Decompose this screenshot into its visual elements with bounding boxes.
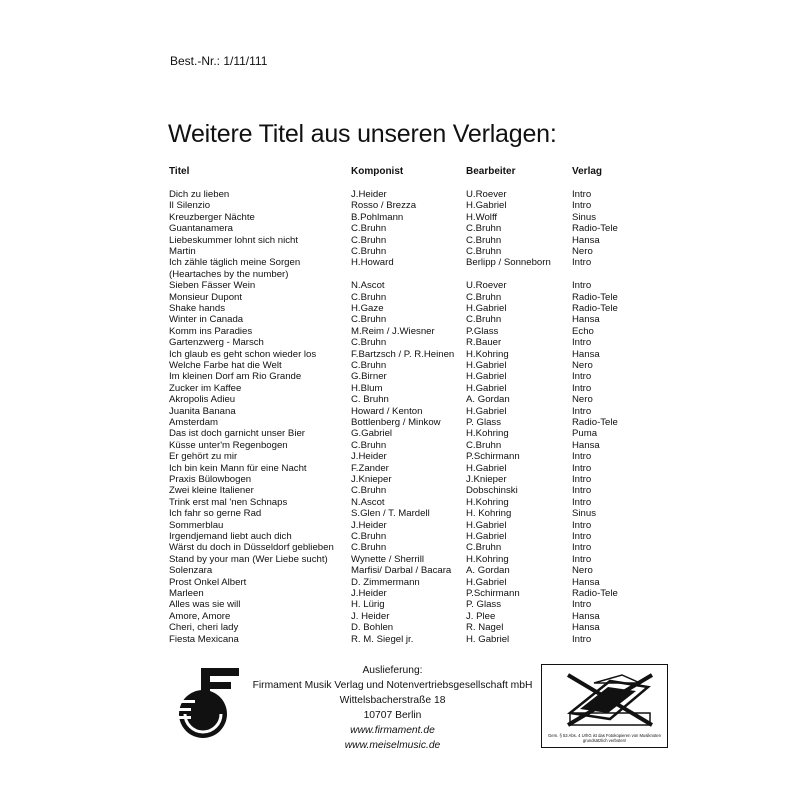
song-publisher: Intro xyxy=(572,257,592,269)
song-publisher: Radio-Tele xyxy=(572,223,618,235)
song-composer: Wynette / Sherrill xyxy=(351,553,424,565)
song-title: Martin xyxy=(169,246,196,257)
song-composer: C.Bruhn xyxy=(351,291,387,303)
song-arranger: U.Roever xyxy=(466,189,507,200)
song-title: Solenzara xyxy=(169,565,213,577)
list-item xyxy=(0,189,800,200)
song-arranger: H.Gabriel xyxy=(466,405,507,417)
song-title: Marleen xyxy=(169,588,204,599)
order-number: Best.-Nr.: 1/11/111 xyxy=(170,54,268,68)
song-composer: G.Gabriel xyxy=(351,428,393,440)
list-item xyxy=(0,542,800,553)
list-item xyxy=(0,474,800,485)
song-composer: Rosso / Brezza xyxy=(351,200,417,212)
song-publisher: Intro xyxy=(572,200,592,212)
list-item xyxy=(0,314,800,325)
list-item xyxy=(0,451,800,462)
song-title: Liebeskummer lohnt sich nicht xyxy=(169,234,299,246)
song-title: Ich fahr so gerne Rad xyxy=(169,508,262,520)
song-arranger: P.Glass xyxy=(466,325,499,337)
song-publisher: Nero xyxy=(572,394,593,406)
song-arranger: H. Kohring xyxy=(466,508,512,520)
copyright-notice-text: Gem. § 53 Abs. 4 UrhG ist das Fotokopieren von Musiknoten grundsätzlich verboten! xyxy=(548,733,661,743)
song-publisher: Echo xyxy=(572,325,594,337)
song-publisher: Intro xyxy=(572,485,592,497)
list-item xyxy=(0,588,800,599)
song-composer: N.Ascot xyxy=(351,496,385,508)
list-item xyxy=(0,337,800,348)
column-header-arranger: Bearbeiter xyxy=(466,166,516,177)
song-composer: F.Bartzsch / P. R.Heinen xyxy=(351,348,455,360)
song-title: Akropolis Adieu xyxy=(169,394,236,406)
song-publisher: Sinus xyxy=(572,508,596,520)
song-arranger: J. Plee xyxy=(466,610,496,622)
song-publisher: Intro xyxy=(572,371,592,383)
song-publisher: Radio-Tele xyxy=(572,303,618,314)
song-composer: C.Bruhn xyxy=(351,223,387,235)
website-link-meiselmusic: www.meiselmusic.de xyxy=(344,740,441,751)
song-arranger: R.Bauer xyxy=(466,337,502,349)
song-composer: H.Blum xyxy=(351,382,383,394)
song-arranger: A. Gordan xyxy=(466,394,510,406)
song-publisher: Hansa xyxy=(572,314,600,326)
song-composer: C.Bruhn xyxy=(351,485,387,497)
song-arranger: A. Gordan xyxy=(466,565,510,577)
song-composer: D. Bohlen xyxy=(351,622,394,634)
song-publisher: Sinus xyxy=(572,211,596,223)
song-publisher: Intro xyxy=(572,474,592,485)
delivery-street: Wittelsbacherstraße 18 xyxy=(339,695,446,706)
song-title: Alles was sie will xyxy=(169,599,241,611)
list-item xyxy=(0,223,800,234)
delivery-company: Firmament Musik Verlag und Notenvertriebsgesellschaft mbH xyxy=(252,680,533,691)
list-item xyxy=(0,497,800,508)
song-arranger: P.Schirmann xyxy=(466,588,520,599)
column-header-publisher: Verlag xyxy=(572,166,603,177)
song-arranger: P. Glass xyxy=(466,599,502,611)
website-link-firmament[interactable]: www.firmament.de xyxy=(350,725,435,736)
column-header-composer: Komponist xyxy=(351,166,404,177)
song-publisher: Intro xyxy=(572,280,592,292)
song-title: Sommerblau xyxy=(169,519,224,531)
list-item xyxy=(0,394,800,405)
song-title: Juanita Banana xyxy=(169,405,236,417)
song-arranger: C.Bruhn xyxy=(466,439,502,451)
song-composer: C.Bruhn xyxy=(351,246,387,257)
list-item xyxy=(0,349,800,360)
song-title: Amsterdam xyxy=(169,417,219,428)
song-publisher: Nero xyxy=(572,360,593,371)
song-title: Zucker im Kaffee xyxy=(169,382,242,394)
list-item xyxy=(0,520,800,531)
song-publisher: Hansa xyxy=(572,348,600,360)
song-publisher: Intro xyxy=(572,531,592,542)
song-composer: Marfisi/ Darbal / Bacara xyxy=(351,565,452,577)
delivery-label: Auslieferung: xyxy=(362,665,423,676)
song-publisher: Hansa xyxy=(572,439,600,451)
song-composer: J.Heider xyxy=(351,189,387,200)
song-arranger: P.Schirmann xyxy=(466,451,520,463)
list-item xyxy=(0,531,800,542)
song-publisher: Hansa xyxy=(572,234,600,246)
list-item xyxy=(0,292,800,303)
song-title: Dich zu lieben xyxy=(169,189,230,200)
song-publisher: Intro xyxy=(572,189,592,200)
song-composer: M.Reim / J.Wiesner xyxy=(351,325,435,337)
song-title: Im kleinen Dorf am Rio Grande xyxy=(169,371,302,383)
song-title: Gartenzwerg - Marsch xyxy=(169,337,264,349)
song-arranger: H.Gabriel xyxy=(466,519,507,531)
song-arranger: U.Roever xyxy=(466,280,507,292)
song-arranger: H.Gabriel xyxy=(466,462,507,474)
song-title: Guantanamera xyxy=(169,223,233,235)
list-item xyxy=(0,326,800,337)
song-arranger: H.Gabriel xyxy=(466,360,507,371)
song-publisher: Hansa xyxy=(572,576,600,588)
song-title: Ich glaub es geht schon wieder los xyxy=(169,348,317,360)
firmament-logo-icon xyxy=(163,666,247,742)
song-arranger: H.Kohring xyxy=(466,428,509,440)
song-composer: G.Birner xyxy=(351,371,387,383)
list-item xyxy=(0,235,800,246)
song-arranger: C.Bruhn xyxy=(466,246,502,257)
song-title: Fiesta Mexicana xyxy=(169,633,239,645)
song-composer: C.Bruhn xyxy=(351,531,387,542)
song-composer: H. Lürig xyxy=(351,599,385,611)
song-arranger: H.Gabriel xyxy=(466,303,507,314)
song-publisher: Hansa xyxy=(572,610,600,622)
song-title: Trink erst mal 'nen Schnaps xyxy=(169,496,288,508)
song-title: Ich zähle täglich meine Sorgen xyxy=(169,257,301,269)
song-arranger: H.Gabriel xyxy=(466,382,507,394)
list-item xyxy=(0,406,800,417)
song-composer: S.Glen / T. Mardell xyxy=(351,508,430,520)
list-item xyxy=(0,417,800,428)
song-composer: C.Bruhn xyxy=(351,360,387,371)
song-title: Stand by your man (Wer Liebe sucht) xyxy=(169,553,328,565)
song-title: Ich bin kein Mann für eine Nacht xyxy=(169,462,307,474)
song-composer: H.Gaze xyxy=(351,303,384,314)
song-publisher: Puma xyxy=(572,428,598,440)
song-composer: N.Ascot xyxy=(351,280,385,292)
song-arranger: C.Bruhn xyxy=(466,234,502,246)
list-item xyxy=(0,440,800,451)
song-publisher: Intro xyxy=(572,519,592,531)
delivery-address xyxy=(240,663,545,753)
song-composer: C.Bruhn xyxy=(351,542,387,554)
song-title: Amore, Amore xyxy=(169,610,231,622)
song-title: Wärst du doch in Düsseldorf geblieben xyxy=(169,542,334,554)
song-title: Monsieur Dupont xyxy=(169,291,243,303)
song-title: Küsse unter'm Regenbogen xyxy=(169,439,288,451)
song-arranger: H.Kohring xyxy=(466,553,509,565)
song-arranger: H. Gabriel xyxy=(466,633,510,645)
song-title: Shake hands xyxy=(169,303,226,314)
list-item xyxy=(0,269,800,280)
delivery-city: 10707 Berlin xyxy=(363,710,422,721)
song-arranger: C.Bruhn xyxy=(466,314,502,326)
song-arranger: Berlipp / Sonneborn xyxy=(466,257,551,269)
list-item xyxy=(0,303,800,314)
no-photocopy-icon xyxy=(550,669,660,729)
song-composer: J.Heider xyxy=(351,519,387,531)
song-publisher: Intro xyxy=(572,462,592,474)
song-publisher: Radio-Tele xyxy=(572,588,618,599)
song-publisher: Intro xyxy=(572,337,592,349)
song-publisher: Radio-Tele xyxy=(572,417,618,428)
song-publisher: Intro xyxy=(572,496,592,508)
song-title: Irgendjemand liebt auch dich xyxy=(169,531,292,542)
song-arranger: H.Gabriel xyxy=(466,200,507,212)
list-item xyxy=(0,383,800,394)
copyright-notice-box xyxy=(541,664,668,748)
song-arranger: C.Bruhn xyxy=(466,291,502,303)
song-title: Zwei kleine Italiener xyxy=(169,485,254,497)
list-item xyxy=(0,611,800,622)
list-item xyxy=(0,428,800,439)
list-item xyxy=(0,508,800,519)
song-arranger: H.Gabriel xyxy=(466,531,507,542)
list-item xyxy=(0,212,800,223)
song-title: Komm ins Paradies xyxy=(169,325,253,337)
song-composer: C.Bruhn xyxy=(351,314,387,326)
song-arranger: H.Kohring xyxy=(466,348,509,360)
list-item xyxy=(0,577,800,588)
song-arranger: R. Nagel xyxy=(466,622,504,634)
song-composer: C. Bruhn xyxy=(351,394,389,406)
song-arranger: J.Knieper xyxy=(466,474,507,485)
song-arranger: P. Glass xyxy=(466,417,502,428)
song-arranger: Dobschinski xyxy=(466,485,518,497)
list-item xyxy=(0,599,800,610)
list-item xyxy=(0,565,800,576)
song-title: Il Silenzio xyxy=(169,200,211,212)
song-title: Prost Onkel Albert xyxy=(169,576,247,588)
song-title: Kreuzberger Nächte xyxy=(169,211,255,223)
song-publisher: Intro xyxy=(572,451,592,463)
song-publisher: Intro xyxy=(572,542,592,554)
list-item xyxy=(0,246,800,257)
list-item xyxy=(0,257,800,268)
list-item xyxy=(0,200,800,211)
column-header-title: Titel xyxy=(169,166,190,177)
song-composer: Howard / Kenton xyxy=(351,405,423,417)
song-title: Sieben Fässer Wein xyxy=(169,280,256,292)
song-title: Das ist doch garnicht unser Bier xyxy=(169,428,305,440)
list-item xyxy=(0,554,800,565)
page-title: Weitere Titel aus unseren Verlagen: xyxy=(168,120,557,148)
song-composer: F.Zander xyxy=(351,462,389,474)
song-arranger: H.Wolff xyxy=(466,211,498,223)
song-composer: C.Bruhn xyxy=(351,439,387,451)
song-composer: J. Heider xyxy=(351,610,390,622)
song-composer: J.Heider xyxy=(351,588,387,599)
song-publisher: Intro xyxy=(572,599,592,611)
song-composer: J.Knieper xyxy=(351,474,392,485)
song-publisher: Nero xyxy=(572,565,593,577)
song-title: Winter in Canada xyxy=(169,314,244,326)
song-composer: C.Bruhn xyxy=(351,234,387,246)
song-arranger: H.Gabriel xyxy=(466,371,507,383)
song-publisher: Intro xyxy=(572,382,592,394)
song-title: Er gehört zu mir xyxy=(169,451,238,463)
song-arranger: H.Gabriel xyxy=(466,576,507,588)
song-title: Cheri, cheri lady xyxy=(169,622,239,634)
song-publisher: Radio-Tele xyxy=(572,291,618,303)
list-item xyxy=(0,371,800,382)
song-title: Praxis Bülowbogen xyxy=(169,474,252,485)
list-item xyxy=(0,360,800,371)
song-publisher: Hansa xyxy=(572,622,600,634)
song-publisher: Intro xyxy=(572,405,592,417)
song-publisher: Intro xyxy=(572,633,592,645)
list-item xyxy=(0,463,800,474)
song-composer: J.Heider xyxy=(351,451,387,463)
song-arranger: H.Kohring xyxy=(466,496,509,508)
song-composer: C.Bruhn xyxy=(351,337,387,349)
list-item xyxy=(0,634,800,645)
song-title: Welche Farbe hat die Welt xyxy=(169,360,282,371)
song-arranger: C.Bruhn xyxy=(466,223,502,235)
list-item xyxy=(0,485,800,496)
song-composer: D. Zimmermann xyxy=(351,576,420,588)
song-composer: B.Pohlmann xyxy=(351,211,404,223)
song-composer: H.Howard xyxy=(351,257,394,269)
song-composer: R. M. Siegel jr. xyxy=(351,633,414,645)
song-publisher: Nero xyxy=(572,246,593,257)
song-publisher: Intro xyxy=(572,553,592,565)
list-item xyxy=(0,280,800,291)
song-arranger: C.Bruhn xyxy=(466,542,502,554)
song-composer: Bottlenberg / Minkow xyxy=(351,417,441,428)
song-title: (Heartaches by the number) xyxy=(169,268,289,280)
list-item xyxy=(0,622,800,633)
